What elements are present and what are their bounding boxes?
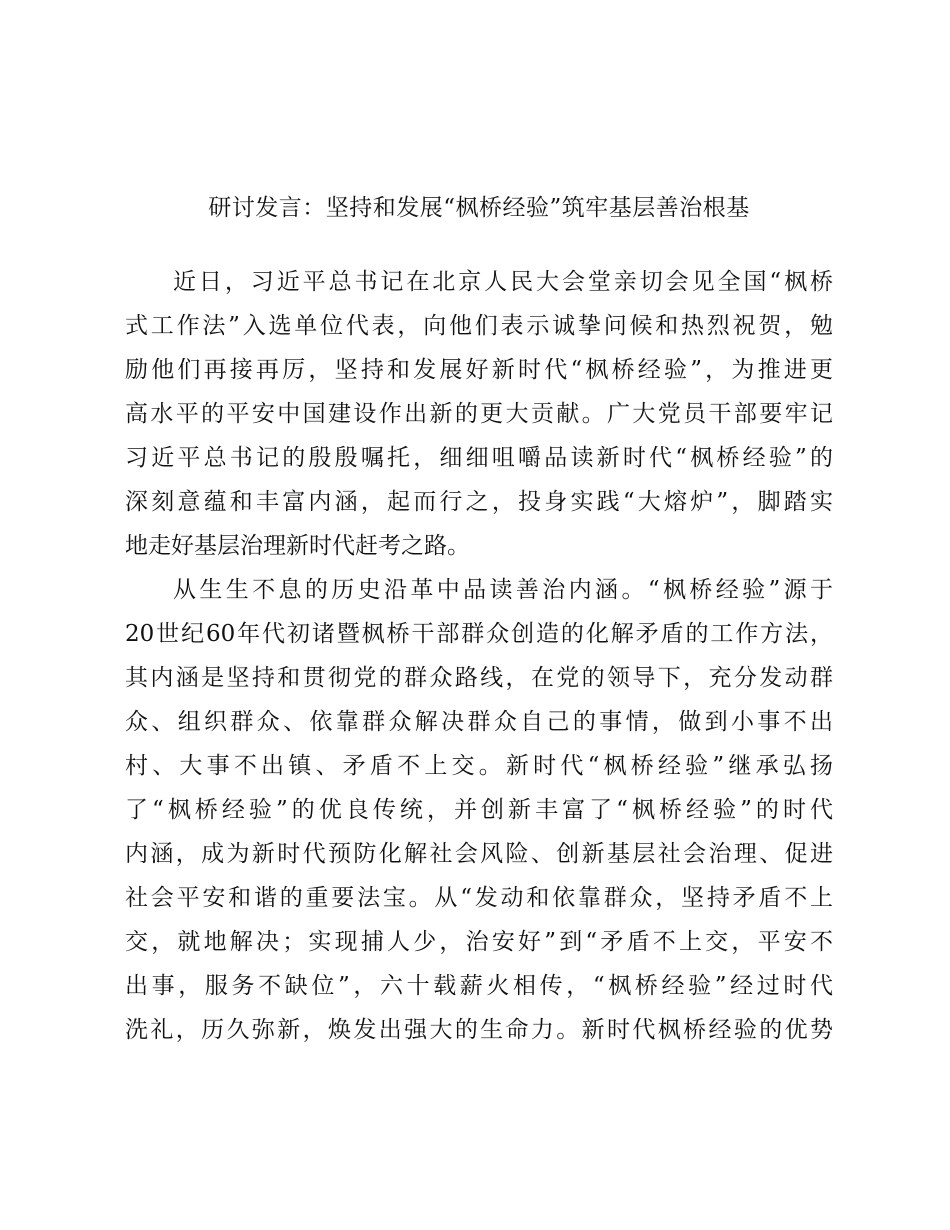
paragraph-1-line-1: 近日，习近平总书记在北京人民大会堂亲切会见全国“枫桥 <box>173 269 833 295</box>
paragraph-1-line-4: 高水平的平安中国建设作出新的更大贡献。广大党员干部要牢记 <box>125 401 833 427</box>
paragraph-1-line-6: 深刻意蕴和丰富内涵，起而行之，投身实践“大熔炉”，脚踏实 <box>125 489 833 515</box>
paragraph-2-line-2: 20世纪60年代初诸暨枫桥干部群众创造的化解矛盾的工作方法， <box>125 621 833 647</box>
paragraph-2-line-11: 洗礼，历久弥新，焕发出强大的生命力。新时代枫桥经验的优势 <box>125 1017 833 1043</box>
document-title: 研讨发言：坚持和发展“枫桥经验”筑牢基层善治根基 <box>208 195 750 221</box>
paragraph-2-line-5: 村、大事不出镇、矛盾不上交。新时代“枫桥经验”继承弘扬 <box>125 753 833 779</box>
paragraph-2-line-10: 出事，服务不缺位”，六十载薪火相传，“枫桥经验”经过时代 <box>125 973 833 999</box>
paragraph-1-line-2: 式工作法”入选单位代表，向他们表示诚挚问候和热烈祝贺，勉 <box>125 313 833 339</box>
paragraph-2-line-1: 从生生不息的历史沿革中品读善治内涵。“枫桥经验”源于 <box>173 577 833 603</box>
paragraph-2-line-4: 众、组织群众、依靠群众解决群众自己的事情，做到小事不出 <box>125 709 833 735</box>
paragraph-1-line-3: 励他们再接再厉，坚持和发展好新时代“枫桥经验”，为推进更 <box>125 357 833 383</box>
paragraph-2-line-9: 交，就地解决；实现捕人少，治安好”到“矛盾不上交，平安不 <box>125 929 833 955</box>
paragraph-2-line-3: 其内涵是坚持和贯彻党的群众路线，在党的领导下，充分发动群 <box>125 665 833 691</box>
paragraph-1-line-7: 地走好基层治理新时代赶考之路。 <box>125 533 470 559</box>
paragraph-2-line-7: 内涵，成为新时代预防化解社会风险、创新基层社会治理、促进 <box>125 841 833 867</box>
paragraph-2-line-6: 了“枫桥经验”的优良传统，并创新丰富了“枫桥经验”的时代 <box>125 797 833 823</box>
paragraph-1-line-5: 习近平总书记的殷殷嘱托，细细咀嚼品读新时代“枫桥经验”的 <box>125 445 833 471</box>
paragraph-2-line-8: 社会平安和谐的重要法宝。从“发动和依靠群众，坚持矛盾不上 <box>125 885 833 911</box>
